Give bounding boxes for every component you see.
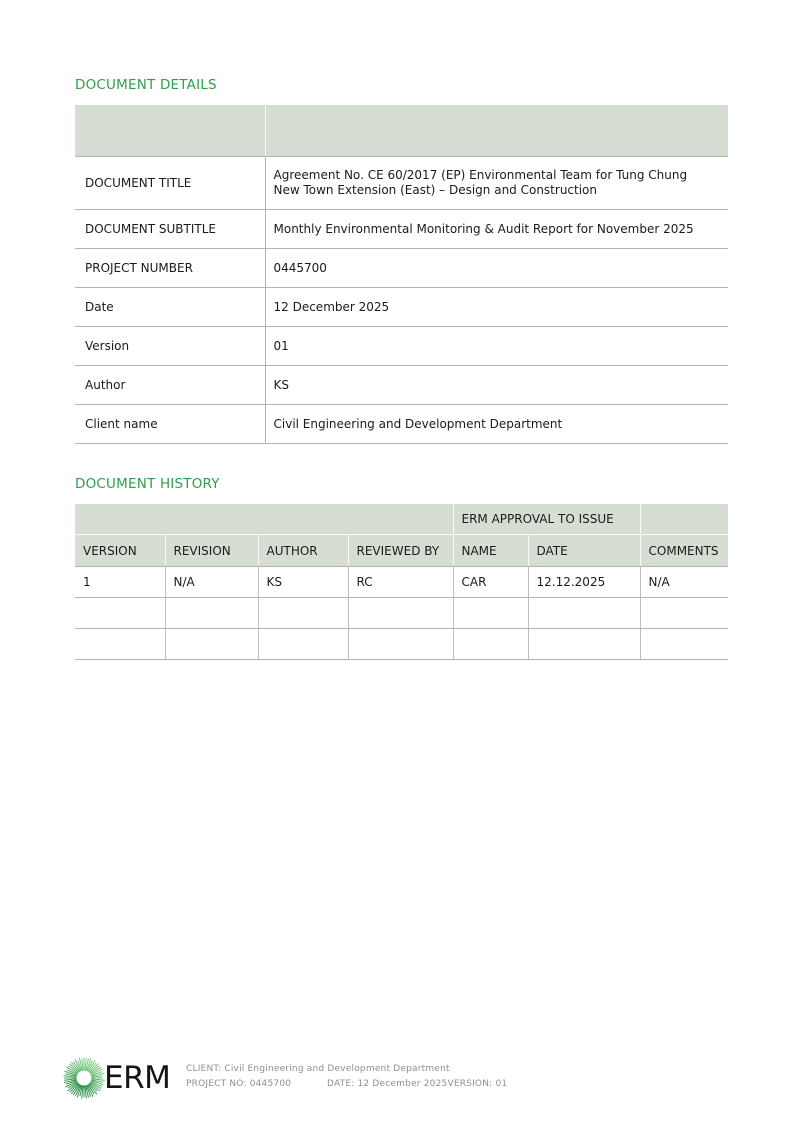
- history-group-header-row: [75, 504, 728, 535]
- footer-client-line: CLIENT: Civil Engineering and Development Department: [186, 1064, 450, 1074]
- history-group-spacer-cell: [640, 504, 728, 535]
- footer-project-number: PROJECT NO: 0445700: [186, 1079, 292, 1089]
- details-label: DOCUMENT SUBTITLE: [75, 210, 265, 249]
- footer-meta-line: [186, 1077, 606, 1092]
- details-row-project-number: [75, 249, 728, 288]
- history-group-spacer-cell: [75, 504, 453, 535]
- history-col-version: VERSION: [75, 535, 165, 567]
- history-empty-row: [75, 629, 728, 660]
- history-approval-group-header: ERM APPROVAL TO ISSUE: [453, 504, 640, 535]
- details-value: 0445700: [265, 249, 728, 288]
- history-col-author: AUTHOR: [258, 535, 348, 567]
- history-cell-reviewed-by: RC: [348, 567, 453, 598]
- erm-sunburst-logo-icon: [62, 1056, 106, 1100]
- details-value: KS: [265, 366, 728, 405]
- document-history-section: [75, 476, 728, 660]
- details-value: 12 December 2025: [265, 288, 728, 327]
- details-label: Date: [75, 288, 265, 327]
- details-value: Civil Engineering and Development Department: [265, 405, 728, 444]
- document-details-heading: DOCUMENT DETAILS: [75, 77, 217, 93]
- details-value: Agreement No. CE 60/2017 (EP) Environmental Team for Tung Chung New Town Extension (East) – Design and Construction: [265, 157, 728, 210]
- details-row-subtitle: [75, 210, 728, 249]
- details-row-client-name: [75, 405, 728, 444]
- page-footer: [186, 1062, 606, 1092]
- details-label: Author: [75, 366, 265, 405]
- history-cell-name: CAR: [453, 567, 528, 598]
- history-cell-comments: N/A: [640, 567, 728, 598]
- details-label: PROJECT NUMBER: [75, 249, 265, 288]
- history-cell-revision: N/A: [165, 567, 258, 598]
- history-col-revision: REVISION: [165, 535, 258, 567]
- details-value: 01: [265, 327, 728, 366]
- history-col-comments: COMMENTS: [640, 535, 728, 567]
- details-label: DOCUMENT TITLE: [75, 157, 265, 210]
- history-data-row: [75, 567, 728, 598]
- details-row-author: [75, 366, 728, 405]
- history-col-name: NAME: [453, 535, 528, 567]
- details-header-band-cell: [265, 105, 728, 157]
- history-empty-row: [75, 598, 728, 629]
- details-row-version: [75, 327, 728, 366]
- history-col-reviewed-by: REVIEWED BY: [348, 535, 453, 567]
- details-value: Monthly Environmental Monitoring & Audit Report for November 2025: [265, 210, 728, 249]
- history-cell-author: KS: [258, 567, 348, 598]
- history-column-header-row: [75, 535, 728, 567]
- details-label: Client name: [75, 405, 265, 444]
- history-cell-date: 12.12.2025: [528, 567, 640, 598]
- history-cell-version: 1: [75, 567, 165, 598]
- details-header-band: [75, 105, 728, 157]
- details-label: Version: [75, 327, 265, 366]
- details-row-date: [75, 288, 728, 327]
- erm-logo-wordmark: ERM: [104, 1060, 171, 1096]
- details-header-band-cell: [75, 105, 265, 157]
- document-history-table: [75, 504, 728, 660]
- footer-date: DATE: 12 December 2025: [327, 1079, 448, 1089]
- document-details-table: [75, 105, 728, 444]
- history-col-date: DATE: [528, 535, 640, 567]
- page-content: [75, 77, 728, 660]
- document-history-heading: DOCUMENT HISTORY: [75, 476, 220, 492]
- footer-version: VERSION: 01: [447, 1079, 508, 1089]
- details-row-title: [75, 157, 728, 210]
